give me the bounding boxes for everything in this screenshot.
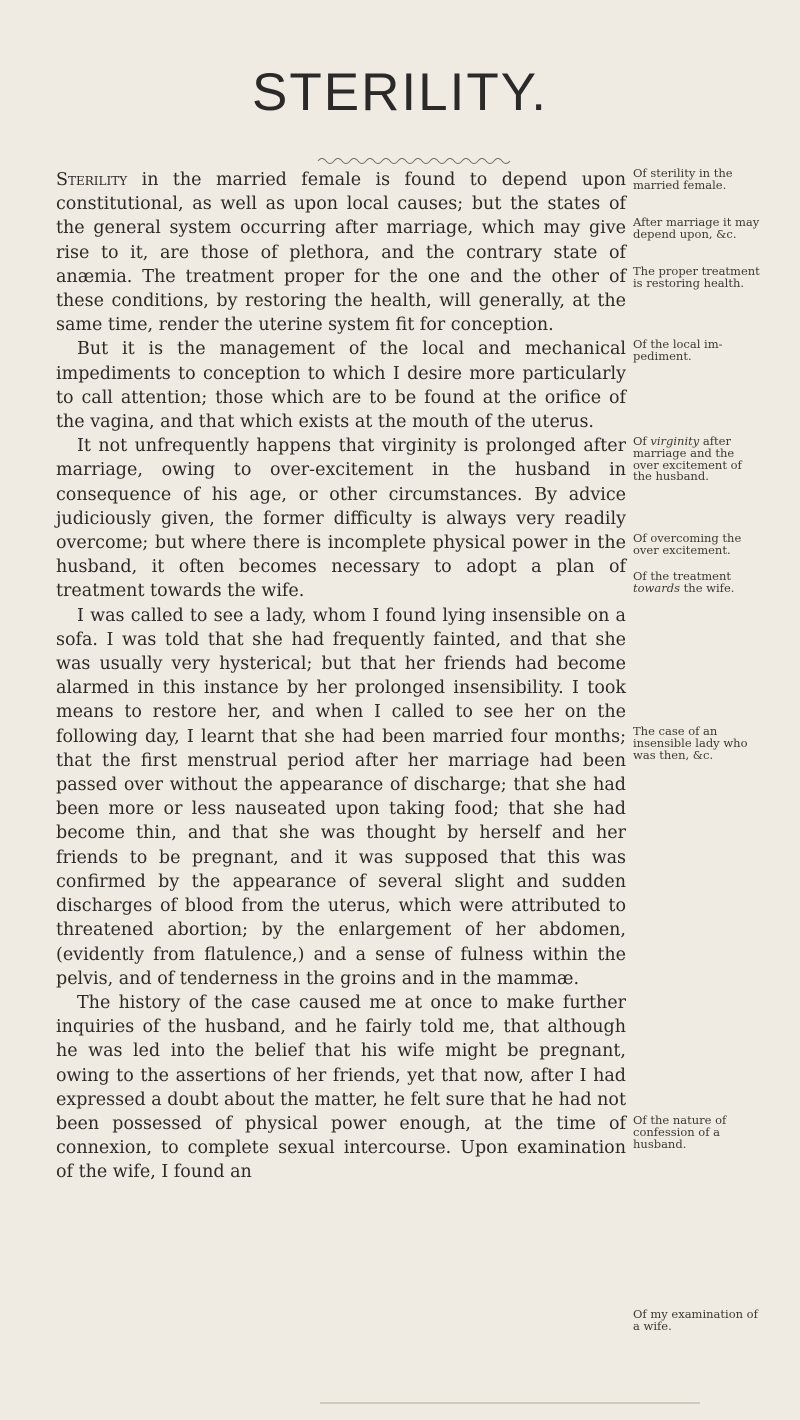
page-title: STERILITY. xyxy=(252,63,548,122)
paragraph xyxy=(56,434,626,603)
sidenote xyxy=(633,266,763,290)
sidenote xyxy=(633,339,763,363)
paragraph-text: The history of the case caused me at once to make further inquiries of the husband, and he fairly told me, that although he was led into the belief that his wife might be pregnant, owing to the assertions of her friends, yet that now, after I had expressed a doubt about the matter, he felt sure that he had not been possessed of physical power enough, at the time of connexion, to complete sexual intercourse. Upon examination of the wife, I found an xyxy=(56,992,626,1183)
paragraph-text: in the married female is found to depend upon constitutional, as well as upon local causes; but the states of the general system occurring after marriage, which may give rise to it, are those of plethora, and the contrary state of anæmia. The treatment proper for the one and the other of these conditions, by restoring the health, will generally, at the same time, render the uterine system fit for conception. xyxy=(56,170,626,336)
sidenote xyxy=(633,168,763,192)
paragraph xyxy=(56,604,626,991)
paragraph-text: But it is the management of the local and mechanical impediments to conception to which I desire more particularly to call attention; those which are to be found at the orifice of the vagina, and that which exists at the mouth of the uterus. xyxy=(56,339,626,433)
sidenote-text: Of my examination of a wife. xyxy=(633,1307,758,1333)
sidenote xyxy=(633,533,763,557)
sidenote-text: Of the treatment xyxy=(633,569,731,583)
sidenote-emphasis: virginity xyxy=(650,434,700,448)
sidenote xyxy=(633,1309,763,1333)
sidenote-text: Of the local impediment. xyxy=(633,337,723,363)
page-edge-stain xyxy=(320,1402,700,1404)
sidenote-text: Of xyxy=(633,434,651,448)
sidenote-text: The case of an insensible lady who was then, &c. xyxy=(633,724,748,762)
sidenote-text: Of sterility in the married female. xyxy=(633,166,733,192)
sidenote-text: after marriage and the over excitement of the husband. xyxy=(633,434,742,484)
sidenote xyxy=(633,436,763,483)
sidenote xyxy=(633,571,763,595)
sidenote-text: Of overcoming the over excitement. xyxy=(633,531,742,557)
sidenote xyxy=(633,1115,763,1150)
sidenote-text: Of the nature of confession of a husband. xyxy=(633,1113,727,1151)
main-text xyxy=(56,168,626,1185)
wavy-rule-ornament xyxy=(316,153,516,167)
paragraph-lead: Sterility xyxy=(56,170,128,190)
sidenote-text: the wife. xyxy=(680,580,735,595)
paragraph xyxy=(56,168,626,337)
sidenote-text: The proper treatment is restoring health. xyxy=(633,264,760,290)
sidenote xyxy=(633,726,763,761)
paragraph-text: It not unfrequently happens that virginity is prolonged after marriage, owing to over-excitement in the husband in consequence of his age, or other circumstances. By advice judiciously given, the former difficulty is always very readily overcome; but where there is incomplete physical power in the husband, it often becomes necessary to adopt a plan of treatment towards the wife. xyxy=(56,436,626,602)
paragraph xyxy=(56,337,626,434)
paragraph-text: I was called to see a lady, whom I found lying insensible on a sofa. I was told that she had frequently fainted, and that she was usually very hysterical; but that her friends had become alarmed in this instance by her prolonged insensibility. I took means to restore her, and when I called to see her on the following day, I learnt that she had been married four months; that the first menstrual period after her marriage had been passed over without the appearance of discharge; that she had been more or less nauseated upon taking food; that she had become thin, and that she was thought by herself and her friends to be pregnant, and it was supposed that this was confirmed by the appearance of several slight and sudden discharges of blood from the uterus, which were attributed to threatened abortion; by the enlargement of her abdomen, (evidently from flatulence,) and a sense of fulness within the pelvis, and of tenderness in the groins and in the mammæ. xyxy=(56,605,626,989)
sidenote xyxy=(633,217,763,241)
sidenote-emphasis: towards xyxy=(633,580,681,595)
sidenote-text: After marriage it may depend upon, &c. xyxy=(633,215,760,241)
paragraph xyxy=(56,991,626,1185)
